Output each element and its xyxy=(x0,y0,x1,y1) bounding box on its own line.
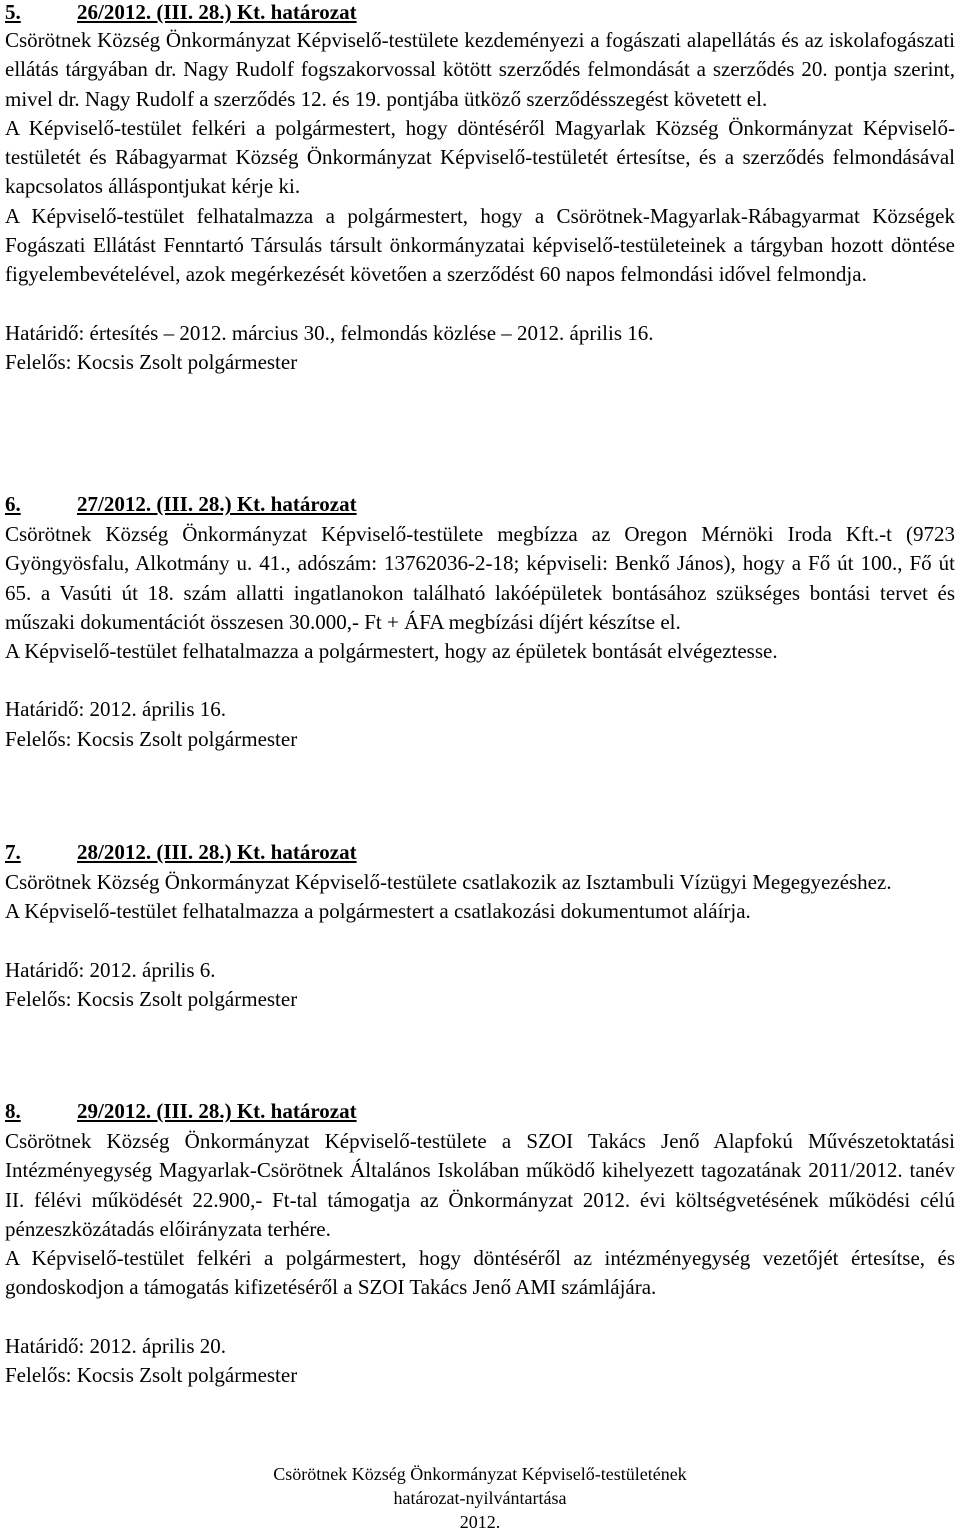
resolution-7-paragraph-1: Csörötnek Község Önkormányzat Képviselő-testülete csatlakozik az Isztambuli Vízügyi Megegyezéshez. xyxy=(5,870,892,894)
resolution-6-responsible: Felelős: Kocsis Zsolt polgármester xyxy=(5,726,298,751)
page-footer xyxy=(0,1462,960,1534)
resolution-number: 7. xyxy=(5,840,21,864)
resolution-5-deadline: Határidő: értesítés – 2012. március 30., felmondás közlése – 2012. április 16. xyxy=(5,320,654,345)
resolution-title: 28/2012. (III. 28.) Kt. határozat xyxy=(77,840,357,864)
resolution-7-responsible: Felelős: Kocsis Zsolt polgármester xyxy=(5,986,298,1011)
resolution-8-paragraph-1: Csörötnek Község Önkormányzat Képviselő-testülete a SZOI Takács Jenő Alapfokú Művészetoktatási Intézményegység Magyarlak-Csörötnek Általános Iskolában működő kihelyezett tagozatának 2011/2012. tanév II. félévi működését 22.900,- Ft-tal támogatja az Önkormányzat 2012. évi költségvetésének működési célú pénzeszközátadás előirányzata terhére. xyxy=(5,1129,955,1241)
resolution-title: 27/2012. (III. 28.) Kt. határozat xyxy=(77,492,357,516)
resolution-6 xyxy=(5,492,955,754)
resolution-7-deadline: Határidő: 2012. április 6. xyxy=(5,957,216,982)
resolution-8-paragraph-2: A Képviselő-testület felkéri a polgármestert, hogy döntéséről az intézményegység vezetőjét értesítse, és gondoskodjon a támogatás kifizetéséről a SZOI Takács Jenő AMI számlájára. xyxy=(5,1246,955,1300)
resolution-number: 5. xyxy=(5,0,21,24)
resolution-5-paragraph-1: Csörötnek Község Önkormányzat Képviselő-testülete kezdeményezi a fogászati alapellátás és az iskolafogászati ellátás tárgyában dr. Nagy Rudolf fogszakorvossal kötött szerződés felmondását a szerződés 20. pontja szerint, mivel dr. Nagy Rudolf a szerződés 12. és 19. pontjába ütköző szerződésszegést követett el. xyxy=(5,28,955,111)
resolution-8-heading xyxy=(5,1099,955,1123)
resolution-5 xyxy=(5,0,955,377)
resolution-title: 26/2012. (III. 28.) Kt. határozat xyxy=(77,0,357,24)
footer-line-1: Csörötnek Község Önkormányzat Képviselő-testületének xyxy=(273,1464,687,1484)
resolution-title: 29/2012. (III. 28.) Kt. határozat xyxy=(77,1099,357,1123)
footer-line-2: határozat-nyilvántartása xyxy=(393,1488,567,1508)
resolution-number: 8. xyxy=(5,1099,21,1123)
resolution-5-paragraph-3: A Képviselő-testület felhatalmazza a polgármestert, hogy a Csörötnek-Magyarlak-Rábagyarmat Községek Fogászati Ellátást Fenntartó Társulás társult önkormányzatai képviselő-testületeinek a tárgyban hozott döntése figyelembevételével, azok megérkezését követően a szerződést 60 napos felmondási idővel felmondja. xyxy=(5,203,955,287)
resolution-7-heading xyxy=(5,840,955,864)
resolution-7-paragraph-2: A Képviselő-testület felhatalmazza a polgármestert a csatlakozási dokumentumot aláírja. xyxy=(5,899,751,924)
resolution-6-paragraph-1: Csörötnek Község Önkormányzat Képviselő-testülete megbízza az Oregon Mérnöki Iroda Kft.-t (9723 Gyöngyösfalu, Alkotmány u. 41., adószám: 13762036-2-18; képviseli: Benkő János), hogy a Fő út 100., Fő út 65. a Vasúti út 18. szám allatti ingatlanokon található lakóépületek bontásához szükséges bontási tervet és műszaki dokumentációt összesen 30.000,- Ft + ÁFA megbízási díjért készítse el. xyxy=(5,522,955,634)
resolution-5-responsible: Felelős: Kocsis Zsolt polgármester xyxy=(5,349,298,374)
resolution-5-paragraph-2: A Képviselő-testület felkéri a polgármestert, hogy döntéséről Magyarlak Község Önkormányzat Képviselő-testületét és Rábagyarmat Község Önkormányzat Képviselő-testületét értesítse, és a szerződés felmondásával kapcsolatos álláspontjukat kérje ki. xyxy=(5,115,955,199)
resolution-8-deadline: Határidő: 2012. április 20. xyxy=(5,1333,227,1358)
footer-line-3: 2012. xyxy=(459,1512,501,1532)
resolution-8 xyxy=(5,1099,955,1390)
resolution-6-paragraph-2: A Képviselő-testület felhatalmazza a polgármestert, hogy az épületek bontását elvégeztesse. xyxy=(5,639,778,664)
resolution-number: 6. xyxy=(5,492,21,516)
resolution-5-heading xyxy=(5,0,955,24)
resolution-7 xyxy=(5,840,955,1014)
resolution-8-responsible: Felelős: Kocsis Zsolt polgármester xyxy=(5,1363,298,1388)
resolution-6-deadline: Határidő: 2012. április 16. xyxy=(5,697,227,722)
resolution-6-heading xyxy=(5,492,955,516)
